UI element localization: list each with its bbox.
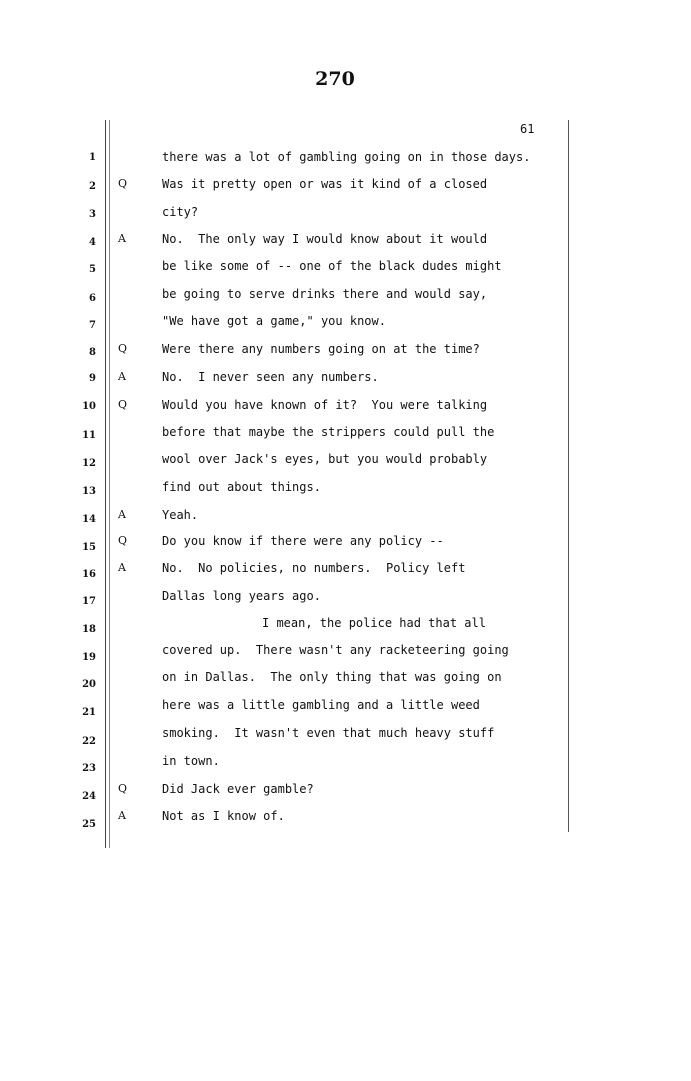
transcript-line <box>0 150 691 170</box>
transcript-line <box>0 534 691 554</box>
line-text: Do you know if there were any policy -- <box>162 534 444 548</box>
line-number: 9 <box>89 373 96 384</box>
line-text: No. I never seen any numbers. <box>162 370 379 384</box>
transcript-line <box>0 287 691 307</box>
line-text: Were there any numbers going on at the time? <box>162 342 480 356</box>
line-number: 18 <box>82 624 96 635</box>
transcript-line <box>0 232 691 252</box>
speaker-label: Q <box>118 177 128 190</box>
speaker-label: A <box>118 370 126 383</box>
transcript-line <box>0 616 691 636</box>
line-text: be like some of -- one of the black dudes might <box>162 259 502 273</box>
line-number: 6 <box>89 293 96 304</box>
speaker-label: Q <box>118 782 128 795</box>
transcript-line <box>0 782 691 802</box>
line-text: "We have got a game," you know. <box>162 314 386 328</box>
line-number: 24 <box>82 791 96 802</box>
transcript-line <box>0 398 691 418</box>
line-text: on in Dallas. The only thing that was going on <box>162 670 502 684</box>
speaker-label: Q <box>118 398 128 411</box>
transcript-line <box>0 726 691 746</box>
line-number: 17 <box>82 596 96 607</box>
transcript-line <box>0 561 691 581</box>
line-text: be going to serve drinks there and would say, <box>162 287 488 301</box>
transcript-line <box>0 670 691 690</box>
transcript-line <box>0 589 691 609</box>
line-text: before that maybe the strippers could pull the <box>162 425 495 439</box>
speaker-label: A <box>118 508 126 521</box>
line-text: Did Jack ever gamble? <box>162 782 314 796</box>
line-number: 10 <box>82 401 96 412</box>
transcript-line <box>0 480 691 500</box>
line-number: 3 <box>89 209 96 220</box>
transcript-line <box>0 809 691 829</box>
line-number: 14 <box>82 514 96 525</box>
transcript-page-number: 61 <box>520 122 535 136</box>
line-text: here was a little gambling and a little weed <box>162 698 480 712</box>
line-text: No. The only way I would know about it would <box>162 232 488 246</box>
transcript-line <box>0 508 691 528</box>
line-number: 1 <box>89 152 96 163</box>
line-text: find out about things. <box>162 480 321 494</box>
page-number: 270 <box>315 68 355 90</box>
line-number: 7 <box>89 320 96 331</box>
speaker-label: A <box>118 561 126 574</box>
line-text: Yeah. <box>162 508 199 522</box>
speaker-label: Q <box>118 534 128 547</box>
line-text: smoking. It wasn't even that much heavy stuff <box>162 726 495 740</box>
line-number: 23 <box>82 763 96 774</box>
line-text: in town. <box>162 754 220 768</box>
transcript-line <box>0 205 691 225</box>
transcript-line <box>0 452 691 472</box>
transcript-line <box>0 342 691 362</box>
line-number: 12 <box>82 458 96 469</box>
line-text: Would you have known of it? You were talking <box>162 398 488 412</box>
line-text: Was it pretty open or was it kind of a closed <box>162 177 488 191</box>
line-number: 25 <box>82 819 96 830</box>
line-number: 15 <box>82 542 96 553</box>
line-number: 2 <box>89 181 96 192</box>
transcript-line <box>0 259 691 279</box>
transcript-line <box>0 643 691 663</box>
line-text: city? <box>162 205 199 219</box>
transcript-line <box>0 314 691 334</box>
line-number: 11 <box>82 430 96 441</box>
line-number: 16 <box>82 569 96 580</box>
transcript-line <box>0 370 691 390</box>
speaker-label: A <box>118 232 126 245</box>
line-text: Dallas long years ago. <box>162 589 321 603</box>
line-text: wool over Jack's eyes, but you would probably <box>162 452 488 466</box>
line-number: 22 <box>82 736 96 747</box>
line-number: 13 <box>82 486 96 497</box>
line-number: 19 <box>82 652 96 663</box>
line-number: 8 <box>89 347 96 358</box>
transcript-line <box>0 425 691 445</box>
line-number: 20 <box>82 679 96 690</box>
line-text: Not as I know of. <box>162 809 285 823</box>
speaker-label: A <box>118 809 126 822</box>
line-text: No. No policies, no numbers. Policy left <box>162 561 466 575</box>
line-text: there was a lot of gambling going on in those days. <box>162 150 531 164</box>
speaker-label: Q <box>118 342 128 355</box>
line-number: 5 <box>89 264 96 275</box>
line-number: 4 <box>89 237 96 248</box>
transcript-line <box>0 177 691 197</box>
line-text: I mean, the police had that all <box>262 616 486 630</box>
line-text: covered up. There wasn't any racketeering going <box>162 643 509 657</box>
transcript-line <box>0 698 691 718</box>
line-number: 21 <box>82 707 96 718</box>
transcript-line <box>0 754 691 774</box>
